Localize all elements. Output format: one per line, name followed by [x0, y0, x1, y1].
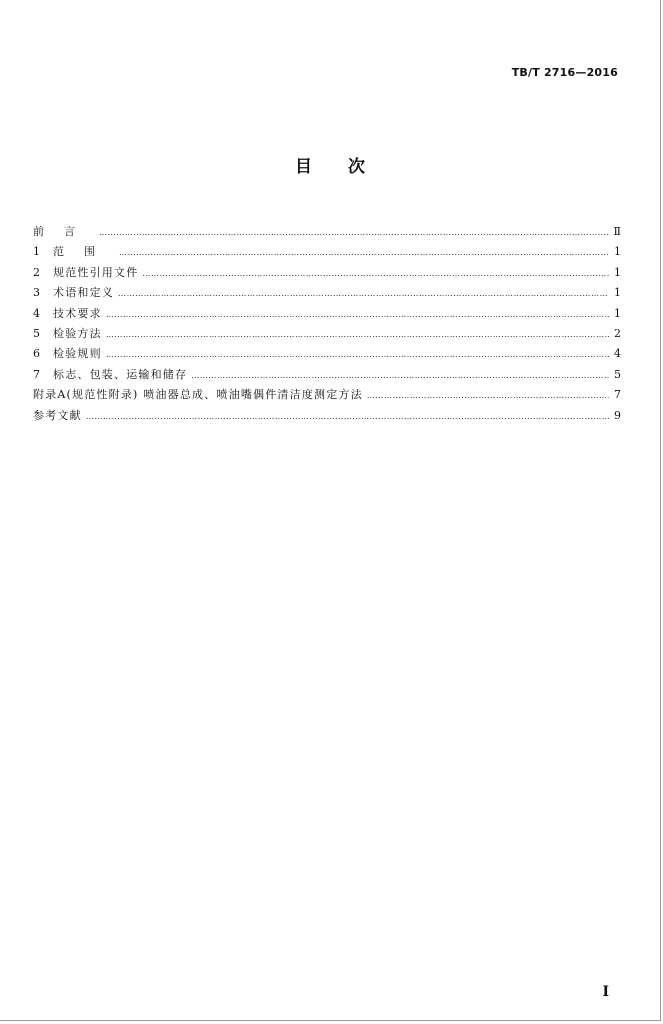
toc-entry-number: 4 — [33, 306, 40, 320]
toc-entry-page: 1 — [614, 286, 621, 300]
toc-leader — [119, 246, 609, 260]
toc-entry-number: 6 — [33, 347, 40, 361]
toc-entry-page: Ⅱ — [613, 225, 621, 238]
toc-entry-page: 5 — [614, 367, 621, 381]
table-of-contents — [33, 225, 621, 429]
toc-entry-scope[interactable] — [33, 245, 621, 265]
toc-entry-title: 范围 — [53, 245, 115, 259]
toc-leader — [106, 348, 609, 362]
toc-entry-number: 1 — [33, 245, 40, 259]
toc-leader — [367, 389, 609, 403]
toc-entry-title: 规范性引用文件 — [53, 265, 139, 279]
toc-entry-title: 标志、包装、运输和储存 — [53, 367, 188, 381]
toc-entry-title: 技术要求 — [53, 306, 102, 320]
toc-leader — [191, 369, 609, 383]
toc-entry-test-methods[interactable] — [33, 327, 621, 347]
toc-entry-page: 2 — [614, 326, 621, 340]
toc-entry-number: 2 — [33, 265, 40, 279]
toc-leader — [106, 328, 609, 342]
toc-entry-page: 1 — [614, 245, 621, 259]
toc-entry-page: 4 — [614, 347, 621, 361]
page-number: Ⅰ — [602, 984, 609, 1000]
toc-entry-foreword[interactable] — [33, 225, 621, 245]
toc-entry-number: 5 — [33, 326, 40, 340]
toc-title-part1: 目 — [295, 157, 312, 177]
toc-entry-title: 术语和定义 — [53, 286, 114, 300]
toc-entry-page: 9 — [614, 408, 621, 422]
toc-leader — [106, 308, 609, 322]
standard-number: TB/T 2716—2016 — [511, 66, 618, 79]
toc-entry-title: 前言 — [33, 225, 95, 238]
toc-entry-marking-packaging[interactable] — [33, 368, 621, 388]
toc-entry-number: 7 — [33, 367, 40, 381]
toc-title-part2: 次 — [348, 157, 365, 177]
toc-entry-technical-requirements[interactable] — [33, 307, 621, 327]
toc-entry-page: 7 — [614, 388, 621, 402]
toc-entry-number: 3 — [33, 286, 40, 300]
toc-entry-bibliography[interactable] — [33, 409, 621, 429]
toc-entry-title: 附录A(规范性附录) 喷油器总成、喷油嘴偶件清洁度测定方法 — [33, 388, 363, 402]
toc-entry-normative-references[interactable] — [33, 266, 621, 286]
toc-leader — [118, 287, 609, 301]
toc-entry-title: 检验方法 — [53, 326, 102, 340]
toc-leader — [86, 410, 609, 424]
toc-leader — [99, 226, 609, 240]
toc-entry-annex-a[interactable] — [33, 388, 621, 408]
toc-leader — [142, 267, 609, 281]
toc-entry-inspection-rules[interactable] — [33, 347, 621, 367]
toc-title — [0, 152, 660, 177]
toc-entry-terms-definitions[interactable] — [33, 286, 621, 306]
toc-entry-page: 1 — [614, 306, 621, 320]
toc-entry-title: 参考文献 — [33, 408, 82, 422]
toc-entry-page: 1 — [614, 265, 621, 279]
toc-entry-title: 检验规则 — [53, 347, 102, 361]
